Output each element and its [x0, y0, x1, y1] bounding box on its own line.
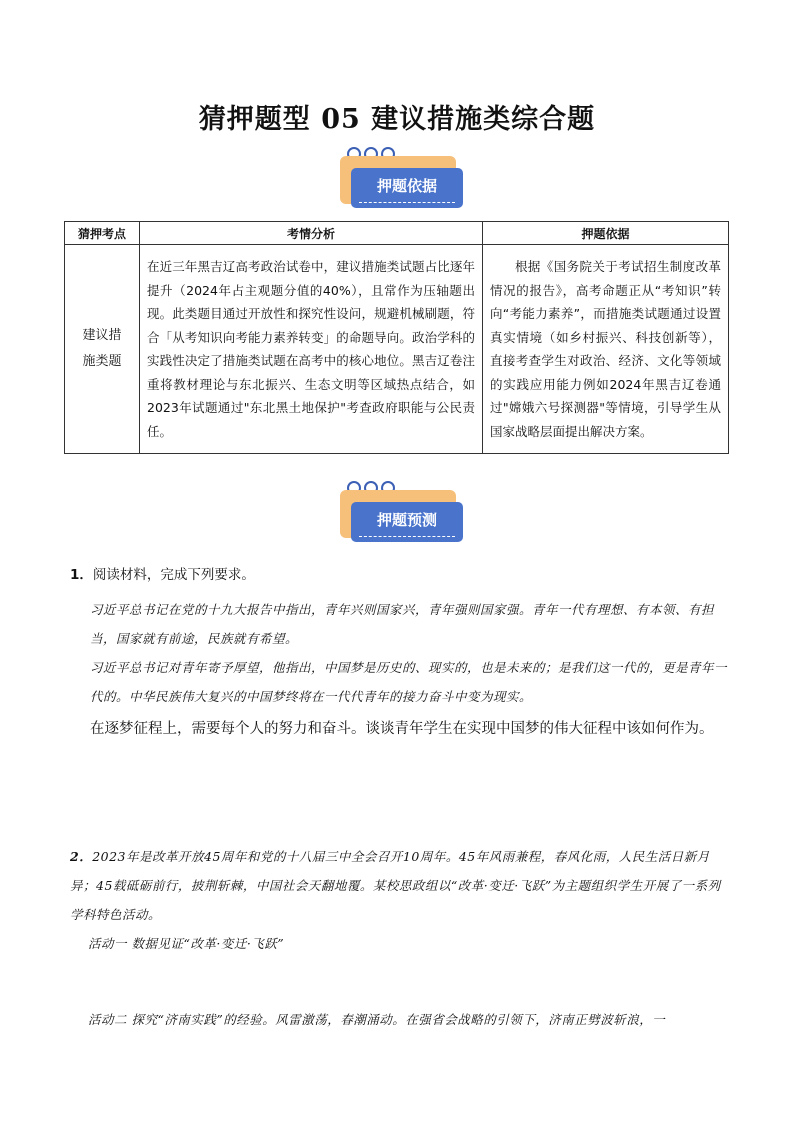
table-row [65, 245, 729, 454]
table-cell-analysis: 在近三年黑吉辽高考政治试卷中，建议措施类试题占比逐年提升（2024年占主观题分值的40%），且常作为压轴题出现。此类题目通过开放性和探究性设问，规避机械刷题，符合「从考知识向考能力素养转变」的命题导向。政治学科的实践性决定了措施类试题在高考中的核心地位。黑吉辽卷注重将教材理论与东北振兴、生态文明等区域热点结合，如2023年试题通过"东北黑土地保护"考查政府职能与公民责任。 [140, 245, 483, 454]
activity-1: 活动一 数据见证“改革·变迁·飞跃” [88, 936, 285, 951]
question-number: 1． [70, 567, 93, 583]
table-header-basis: 押题依据 [483, 222, 729, 245]
material-paragraph-1: 习近平总书记在党的十九大报告中指出，青年兴则国家兴，青年强则国家强。青年一代有理想、有本领、有担当，国家就有前途，民族就有希望。 [90, 602, 715, 646]
exam-analysis-table [64, 221, 729, 454]
table-header-analysis: 考情分析 [140, 222, 483, 245]
page-title: 猜押题型 05 建议措施类综合题 [198, 104, 596, 135]
question-prompt: 阅读材料，完成下列要求。 [92, 567, 255, 583]
section-badge-prediction [325, 480, 475, 550]
table-cell-topic: 建议措施类题 [65, 245, 140, 454]
question-text: 在逐梦征程上，需要每个人的努力和奋斗。谈谈青年学生在实现中国梦的伟大征程中该如何作为。 [90, 721, 714, 737]
section-badge-label: 押题预测 [351, 502, 463, 542]
material-paragraph-2: 习近平总书记对青年寄予厚望，他指出，中国梦是历史的、现实的，也是未来的；是我们这一代的，更是青年一代的。中华民族伟大复兴的中国梦终将在一代代青年的接力奋斗中变为现实。 [90, 660, 728, 704]
table-header-row [65, 222, 729, 245]
question-2 [70, 842, 730, 1034]
activity-2: 活动二 探究“济南实践”的经验。风雷激荡，春潮涌动。在强省会战略的引领下，济南正劈波斩浪，一 [88, 1012, 666, 1027]
question-1 [70, 563, 730, 738]
section-badge-basis [325, 146, 475, 216]
section-badge-label: 押题依据 [351, 168, 463, 208]
table-cell-basis: 根据《国务院关于考试招生制度改革情况的报告》，高考命题正从“考知识”转向“考能力素养”，而措施类试题通过设置真实情境（如乡村振兴、科技创新等），直接考查学生对政治、经济、文化等领域的实践应用能力例如2024年黑吉辽卷通过"嫦娥六号探测器"等情境，引导学生从国家战略层面提出解决方案。 [483, 245, 729, 454]
question-intro: 2023年是改革开放45周年和党的十八届三中全会召开10周年。45年风雨兼程，春风化雨，人民生活日新月异；45载砥砺前行，披荆斩棘，中国社会天翻地覆。某校思政组以“改革·变迁·飞跃”为主题组织学生开展了一系列学科特色活动。 [70, 849, 721, 922]
question-number: 2． [70, 849, 93, 864]
table-header-topic: 猜押考点 [65, 222, 140, 245]
